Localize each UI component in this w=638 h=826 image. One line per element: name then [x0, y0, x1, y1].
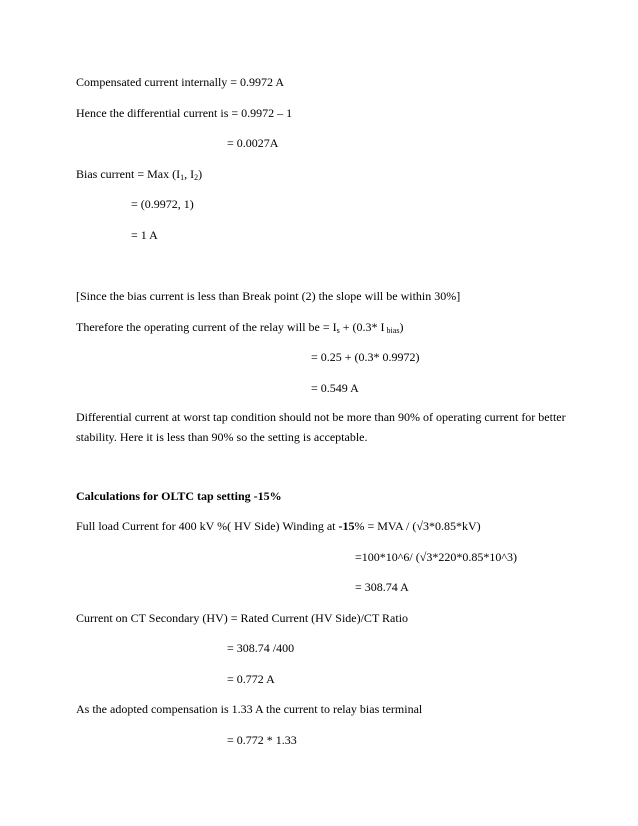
relay-bias-calc: = 0.772 * 1.33 [227, 733, 297, 747]
operating-current-value: = 0.549 A [311, 381, 359, 395]
bias-current-line: Bias current = Max ($I_1$, $I_2$) [76, 167, 203, 182]
ct-secondary-line: Current on CT Secondary (HV) = Rated Current (HV Side)/CT Ratio [76, 611, 409, 625]
oltc-section-heading: Calculations for OLTC tap setting -15% [76, 489, 282, 503]
operating-current-calc: = 0.25 + (0.3* 0.9972) [311, 350, 420, 364]
adopted-compensation-line: As the adopted compensation is 1.33 A the current to relay bias terminal [76, 702, 423, 716]
differential-current-value: = 0.0027A [227, 136, 279, 150]
ct-secondary-value: = 0.772 A [227, 672, 275, 686]
compensated-current-line: Compensated current internally = 0.9972 A [76, 75, 285, 89]
stability-text-line-1: Differential current at worst tap condition should not be more than 90% of operating current for better [76, 410, 566, 424]
differential-current-line: Hence the differential current is = 0.9972 – 1 [76, 106, 293, 120]
breakpoint-note: [Since the bias current is less than Break point (2) the slope will be within 30%] [76, 289, 461, 303]
full-load-current-line: Full load Current for 400 kV %( HV Side) Winding at -15% = MVA / (√3*0.85*kV) [76, 519, 481, 533]
operating-current-line: Therefore the operating current of the relay will be = $I_s + (0.3*$ I $_{bias}$) [76, 320, 404, 335]
full-load-current-value: = 308.74 A [355, 580, 409, 594]
ct-secondary-calc: = 308.74 /400 [227, 641, 295, 655]
stability-text-line-2: stability. Here it is less than 90% so the setting is acceptable. [76, 430, 368, 444]
full-load-current-calc: =100*10^6/ (√3*220*0.85*10^3) [355, 550, 517, 564]
bias-current-pair: = (0.9972, 1) [131, 197, 194, 211]
bias-current-value: = 1 A [131, 228, 158, 242]
